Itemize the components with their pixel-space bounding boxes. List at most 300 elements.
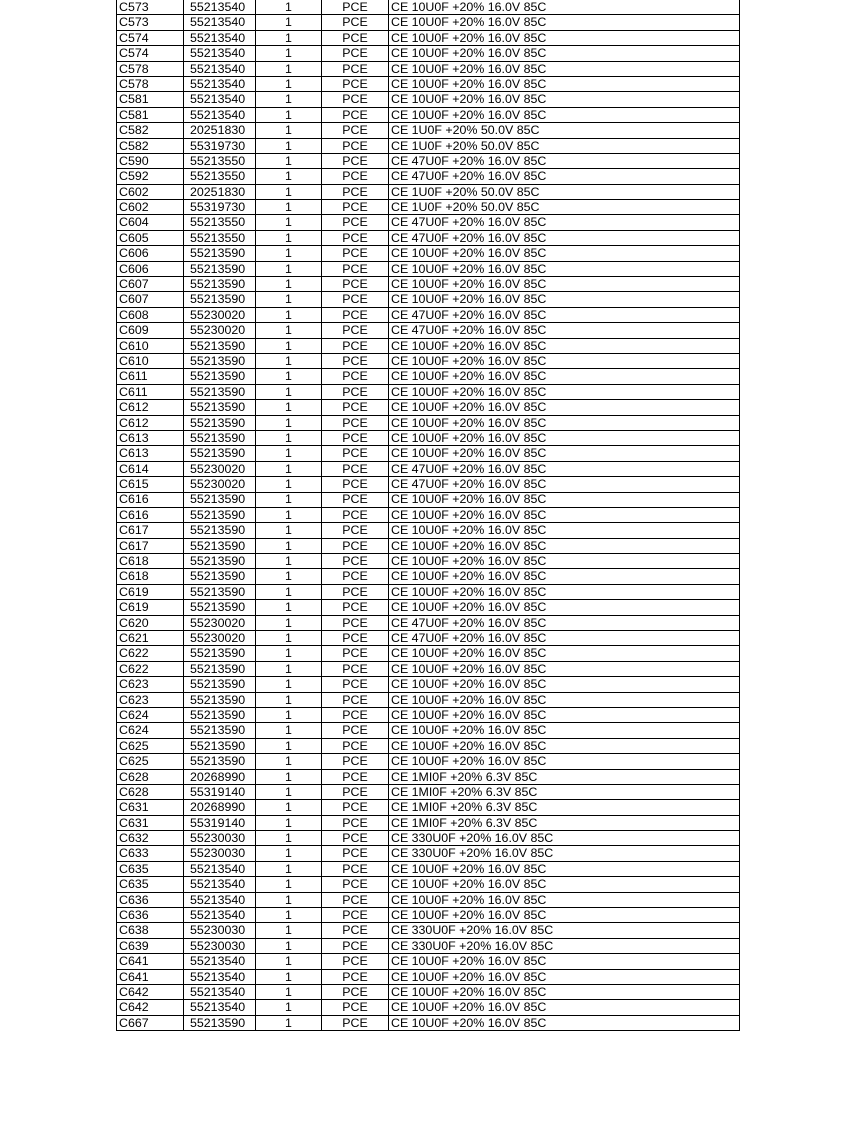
quantity-cell: 1 — [256, 246, 322, 261]
reference-cell: C628 — [117, 784, 184, 799]
unit-cell: PCE — [322, 908, 389, 923]
table-row — [117, 800, 740, 815]
part-number-cell: 55213590 — [184, 353, 256, 368]
description-cell: CE 10U0F +20% 16.0V 85C — [389, 492, 740, 507]
part-number-cell: 55213540 — [184, 892, 256, 907]
unit-cell: PCE — [322, 323, 389, 338]
part-number-cell: 55213550 — [184, 215, 256, 230]
unit-cell: PCE — [322, 877, 389, 892]
unit-cell: PCE — [322, 923, 389, 938]
reference-cell: C624 — [117, 707, 184, 722]
reference-cell: C623 — [117, 677, 184, 692]
reference-cell: C633 — [117, 846, 184, 861]
unit-cell: PCE — [322, 215, 389, 230]
part-number-cell: 55213590 — [184, 661, 256, 676]
description-cell: CE 47U0F +20% 16.0V 85C — [389, 169, 740, 184]
unit-cell: PCE — [322, 46, 389, 61]
table-row — [117, 230, 740, 245]
unit-cell: PCE — [322, 723, 389, 738]
table-row — [117, 492, 740, 507]
quantity-cell: 1 — [256, 307, 322, 322]
quantity-cell: 1 — [256, 184, 322, 199]
reference-cell: C612 — [117, 415, 184, 430]
table-row — [117, 723, 740, 738]
description-cell: CE 10U0F +20% 16.0V 85C — [389, 538, 740, 553]
unit-cell: PCE — [322, 61, 389, 76]
description-cell: CE 47U0F +20% 16.0V 85C — [389, 477, 740, 492]
quantity-cell: 1 — [256, 938, 322, 953]
reference-cell: C615 — [117, 477, 184, 492]
part-number-cell: 20251830 — [184, 184, 256, 199]
part-number-cell: 55213590 — [184, 507, 256, 522]
description-cell: CE 1MI0F +20% 6.3V 85C — [389, 769, 740, 784]
unit-cell: PCE — [322, 230, 389, 245]
table-row — [117, 415, 740, 430]
unit-cell: PCE — [322, 0, 389, 15]
unit-cell: PCE — [322, 30, 389, 45]
part-number-cell: 55213590 — [184, 1015, 256, 1030]
reference-cell: C623 — [117, 692, 184, 707]
reference-cell: C602 — [117, 200, 184, 215]
table-row — [117, 754, 740, 769]
part-number-cell: 55213590 — [184, 400, 256, 415]
reference-cell: C613 — [117, 430, 184, 445]
part-number-cell: 55230020 — [184, 461, 256, 476]
unit-cell: PCE — [322, 784, 389, 799]
description-cell: CE 10U0F +20% 16.0V 85C — [389, 584, 740, 599]
table-row — [117, 307, 740, 322]
part-number-cell: 55213550 — [184, 230, 256, 245]
part-number-cell: 55213550 — [184, 153, 256, 168]
table-row — [117, 15, 740, 30]
reference-cell: C617 — [117, 523, 184, 538]
table-row — [117, 61, 740, 76]
description-cell: CE 10U0F +20% 16.0V 85C — [389, 646, 740, 661]
quantity-cell: 1 — [256, 76, 322, 91]
reference-cell: C582 — [117, 123, 184, 138]
description-cell: CE 10U0F +20% 16.0V 85C — [389, 430, 740, 445]
table-row — [117, 107, 740, 122]
part-number-cell: 55230020 — [184, 323, 256, 338]
unit-cell: PCE — [322, 92, 389, 107]
description-cell: CE 10U0F +20% 16.0V 85C — [389, 985, 740, 1000]
unit-cell: PCE — [322, 292, 389, 307]
quantity-cell: 1 — [256, 877, 322, 892]
unit-cell: PCE — [322, 107, 389, 122]
description-cell: CE 10U0F +20% 16.0V 85C — [389, 908, 740, 923]
unit-cell: PCE — [322, 954, 389, 969]
quantity-cell: 1 — [256, 615, 322, 630]
unit-cell: PCE — [322, 600, 389, 615]
unit-cell: PCE — [322, 861, 389, 876]
part-number-cell: 55213590 — [184, 261, 256, 276]
table-row — [117, 784, 740, 799]
part-number-cell: 55213590 — [184, 677, 256, 692]
table-row — [117, 338, 740, 353]
description-cell: CE 10U0F +20% 16.0V 85C — [389, 277, 740, 292]
reference-cell: C635 — [117, 877, 184, 892]
quantity-cell: 1 — [256, 169, 322, 184]
reference-cell: C621 — [117, 631, 184, 646]
description-cell: CE 1U0F +20% 50.0V 85C — [389, 184, 740, 199]
description-cell: CE 47U0F +20% 16.0V 85C — [389, 615, 740, 630]
part-number-cell: 55213540 — [184, 107, 256, 122]
quantity-cell: 1 — [256, 892, 322, 907]
reference-cell: C573 — [117, 0, 184, 15]
description-cell: CE 47U0F +20% 16.0V 85C — [389, 230, 740, 245]
description-cell: CE 10U0F +20% 16.0V 85C — [389, 61, 740, 76]
reference-cell: C613 — [117, 446, 184, 461]
quantity-cell: 1 — [256, 200, 322, 215]
table-row — [117, 261, 740, 276]
description-cell: CE 10U0F +20% 16.0V 85C — [389, 369, 740, 384]
unit-cell: PCE — [322, 353, 389, 368]
reference-cell: C641 — [117, 954, 184, 969]
table-row — [117, 707, 740, 722]
reference-cell: C667 — [117, 1015, 184, 1030]
bom-table — [116, 0, 740, 1031]
quantity-cell: 1 — [256, 1015, 322, 1030]
unit-cell: PCE — [322, 138, 389, 153]
description-cell: CE 1MI0F +20% 6.3V 85C — [389, 784, 740, 799]
quantity-cell: 1 — [256, 230, 322, 245]
table-row — [117, 969, 740, 984]
unit-cell: PCE — [322, 400, 389, 415]
table-row — [117, 507, 740, 522]
reference-cell: C619 — [117, 584, 184, 599]
part-number-cell: 55213540 — [184, 15, 256, 30]
unit-cell: PCE — [322, 384, 389, 399]
unit-cell: PCE — [322, 184, 389, 199]
quantity-cell: 1 — [256, 107, 322, 122]
description-cell: CE 330U0F +20% 16.0V 85C — [389, 831, 740, 846]
part-number-cell: 55213590 — [184, 707, 256, 722]
quantity-cell: 1 — [256, 353, 322, 368]
reference-cell: C622 — [117, 646, 184, 661]
reference-cell: C607 — [117, 292, 184, 307]
part-number-cell: 55213540 — [184, 954, 256, 969]
quantity-cell: 1 — [256, 523, 322, 538]
unit-cell: PCE — [322, 831, 389, 846]
table-row — [117, 76, 740, 91]
description-cell: CE 10U0F +20% 16.0V 85C — [389, 246, 740, 261]
part-number-cell: 20268990 — [184, 800, 256, 815]
reference-cell: C642 — [117, 985, 184, 1000]
table-row — [117, 123, 740, 138]
table-row — [117, 0, 740, 15]
description-cell: CE 10U0F +20% 16.0V 85C — [389, 1000, 740, 1015]
description-cell: CE 10U0F +20% 16.0V 85C — [389, 661, 740, 676]
table-row — [117, 584, 740, 599]
quantity-cell: 1 — [256, 138, 322, 153]
table-row — [117, 384, 740, 399]
unit-cell: PCE — [322, 985, 389, 1000]
part-number-cell: 55213550 — [184, 169, 256, 184]
description-cell: CE 47U0F +20% 16.0V 85C — [389, 307, 740, 322]
description-cell: CE 1U0F +20% 50.0V 85C — [389, 200, 740, 215]
table-row — [117, 738, 740, 753]
description-cell: CE 10U0F +20% 16.0V 85C — [389, 523, 740, 538]
table-row — [117, 938, 740, 953]
reference-cell: C624 — [117, 723, 184, 738]
reference-cell: C642 — [117, 1000, 184, 1015]
quantity-cell: 1 — [256, 600, 322, 615]
table-row — [117, 538, 740, 553]
quantity-cell: 1 — [256, 538, 322, 553]
reference-cell: C602 — [117, 184, 184, 199]
quantity-cell: 1 — [256, 92, 322, 107]
reference-cell: C574 — [117, 46, 184, 61]
reference-cell: C625 — [117, 754, 184, 769]
description-cell: CE 1U0F +20% 50.0V 85C — [389, 123, 740, 138]
part-number-cell: 55213590 — [184, 277, 256, 292]
part-number-cell: 55230020 — [184, 477, 256, 492]
reference-cell: C635 — [117, 861, 184, 876]
quantity-cell: 1 — [256, 569, 322, 584]
description-cell: CE 10U0F +20% 16.0V 85C — [389, 92, 740, 107]
quantity-cell: 1 — [256, 215, 322, 230]
quantity-cell: 1 — [256, 277, 322, 292]
reference-cell: C578 — [117, 76, 184, 91]
part-number-cell: 55213540 — [184, 92, 256, 107]
table-row — [117, 138, 740, 153]
reference-cell: C617 — [117, 538, 184, 553]
table-row — [117, 615, 740, 630]
quantity-cell: 1 — [256, 831, 322, 846]
reference-cell: C611 — [117, 369, 184, 384]
description-cell: CE 10U0F +20% 16.0V 85C — [389, 261, 740, 276]
description-cell: CE 10U0F +20% 16.0V 85C — [389, 969, 740, 984]
part-number-cell: 55230020 — [184, 615, 256, 630]
description-cell: CE 10U0F +20% 16.0V 85C — [389, 338, 740, 353]
table-row — [117, 646, 740, 661]
description-cell: CE 10U0F +20% 16.0V 85C — [389, 107, 740, 122]
quantity-cell: 1 — [256, 338, 322, 353]
reference-cell: C610 — [117, 353, 184, 368]
table-row — [117, 892, 740, 907]
description-cell: CE 10U0F +20% 16.0V 85C — [389, 1015, 740, 1030]
description-cell: CE 1MI0F +20% 6.3V 85C — [389, 815, 740, 830]
description-cell: CE 10U0F +20% 16.0V 85C — [389, 0, 740, 15]
quantity-cell: 1 — [256, 261, 322, 276]
unit-cell: PCE — [322, 692, 389, 707]
description-cell: CE 10U0F +20% 16.0V 85C — [389, 692, 740, 707]
table-row — [117, 277, 740, 292]
part-number-cell: 55213540 — [184, 1000, 256, 1015]
part-number-cell: 55213590 — [184, 538, 256, 553]
quantity-cell: 1 — [256, 323, 322, 338]
description-cell: CE 330U0F +20% 16.0V 85C — [389, 923, 740, 938]
table-row — [117, 169, 740, 184]
table-row — [117, 153, 740, 168]
table-row — [117, 846, 740, 861]
part-number-cell: 55213540 — [184, 0, 256, 15]
quantity-cell: 1 — [256, 461, 322, 476]
description-cell: CE 47U0F +20% 16.0V 85C — [389, 153, 740, 168]
part-number-cell: 55213590 — [184, 692, 256, 707]
description-cell: CE 10U0F +20% 16.0V 85C — [389, 400, 740, 415]
quantity-cell: 1 — [256, 631, 322, 646]
part-number-cell: 55230030 — [184, 938, 256, 953]
part-number-cell: 55230030 — [184, 923, 256, 938]
quantity-cell: 1 — [256, 692, 322, 707]
description-cell: CE 47U0F +20% 16.0V 85C — [389, 461, 740, 476]
part-number-cell: 55213590 — [184, 446, 256, 461]
quantity-cell: 1 — [256, 0, 322, 15]
description-cell: CE 10U0F +20% 16.0V 85C — [389, 707, 740, 722]
description-cell: CE 10U0F +20% 16.0V 85C — [389, 15, 740, 30]
table-row — [117, 831, 740, 846]
unit-cell: PCE — [322, 15, 389, 30]
table-row — [117, 215, 740, 230]
description-cell: CE 10U0F +20% 16.0V 85C — [389, 507, 740, 522]
table-row — [117, 477, 740, 492]
quantity-cell: 1 — [256, 292, 322, 307]
part-number-cell: 55213590 — [184, 754, 256, 769]
part-number-cell: 55213590 — [184, 369, 256, 384]
table-row — [117, 954, 740, 969]
quantity-cell: 1 — [256, 707, 322, 722]
unit-cell: PCE — [322, 815, 389, 830]
reference-cell: C582 — [117, 138, 184, 153]
reference-cell: C606 — [117, 261, 184, 276]
unit-cell: PCE — [322, 969, 389, 984]
quantity-cell: 1 — [256, 784, 322, 799]
table-row — [117, 523, 740, 538]
part-number-cell: 55213590 — [184, 738, 256, 753]
description-cell: CE 1MI0F +20% 6.3V 85C — [389, 800, 740, 815]
reference-cell: C618 — [117, 554, 184, 569]
unit-cell: PCE — [322, 846, 389, 861]
table-row — [117, 1015, 740, 1030]
part-number-cell: 55319730 — [184, 200, 256, 215]
unit-cell: PCE — [322, 415, 389, 430]
table-row — [117, 323, 740, 338]
quantity-cell: 1 — [256, 384, 322, 399]
reference-cell: C604 — [117, 215, 184, 230]
quantity-cell: 1 — [256, 738, 322, 753]
description-cell: CE 10U0F +20% 16.0V 85C — [389, 723, 740, 738]
table-row — [117, 815, 740, 830]
description-cell: CE 10U0F +20% 16.0V 85C — [389, 292, 740, 307]
part-number-cell: 55213540 — [184, 877, 256, 892]
description-cell: CE 10U0F +20% 16.0V 85C — [389, 861, 740, 876]
unit-cell: PCE — [322, 631, 389, 646]
reference-cell: C609 — [117, 323, 184, 338]
quantity-cell: 1 — [256, 507, 322, 522]
reference-cell: C610 — [117, 338, 184, 353]
description-cell: CE 10U0F +20% 16.0V 85C — [389, 76, 740, 91]
unit-cell: PCE — [322, 538, 389, 553]
quantity-cell: 1 — [256, 153, 322, 168]
unit-cell: PCE — [322, 769, 389, 784]
unit-cell: PCE — [322, 338, 389, 353]
part-number-cell: 55213590 — [184, 723, 256, 738]
reference-cell: C573 — [117, 15, 184, 30]
reference-cell: C641 — [117, 969, 184, 984]
part-number-cell: 55213540 — [184, 969, 256, 984]
part-number-cell: 55213590 — [184, 554, 256, 569]
part-number-cell: 55213540 — [184, 61, 256, 76]
unit-cell: PCE — [322, 1000, 389, 1015]
reference-cell: C631 — [117, 815, 184, 830]
reference-cell: C581 — [117, 107, 184, 122]
table-row — [117, 769, 740, 784]
description-cell: CE 10U0F +20% 16.0V 85C — [389, 892, 740, 907]
reference-cell: C618 — [117, 569, 184, 584]
quantity-cell: 1 — [256, 400, 322, 415]
reference-cell: C628 — [117, 769, 184, 784]
reference-cell: C631 — [117, 800, 184, 815]
description-cell: CE 10U0F +20% 16.0V 85C — [389, 353, 740, 368]
table-row — [117, 692, 740, 707]
reference-cell: C574 — [117, 30, 184, 45]
part-number-cell: 55319730 — [184, 138, 256, 153]
part-number-cell: 55213590 — [184, 584, 256, 599]
part-number-cell: 55319140 — [184, 784, 256, 799]
quantity-cell: 1 — [256, 846, 322, 861]
unit-cell: PCE — [322, 569, 389, 584]
reference-cell: C590 — [117, 153, 184, 168]
table-row — [117, 400, 740, 415]
reference-cell: C607 — [117, 277, 184, 292]
quantity-cell: 1 — [256, 969, 322, 984]
unit-cell: PCE — [322, 277, 389, 292]
reference-cell: C638 — [117, 923, 184, 938]
quantity-cell: 1 — [256, 369, 322, 384]
description-cell: CE 10U0F +20% 16.0V 85C — [389, 554, 740, 569]
table-row — [117, 554, 740, 569]
reference-cell: C622 — [117, 661, 184, 676]
reference-cell: C614 — [117, 461, 184, 476]
table-row — [117, 353, 740, 368]
table-row — [117, 46, 740, 61]
part-number-cell: 55213590 — [184, 338, 256, 353]
table-row — [117, 446, 740, 461]
table-row — [117, 184, 740, 199]
description-cell: CE 10U0F +20% 16.0V 85C — [389, 677, 740, 692]
part-number-cell: 55213590 — [184, 523, 256, 538]
part-number-cell: 55213590 — [184, 492, 256, 507]
unit-cell: PCE — [322, 200, 389, 215]
unit-cell: PCE — [322, 738, 389, 753]
table-row — [117, 631, 740, 646]
part-number-cell: 55230020 — [184, 307, 256, 322]
quantity-cell: 1 — [256, 677, 322, 692]
reference-cell: C578 — [117, 61, 184, 76]
table-row — [117, 430, 740, 445]
reference-cell: C636 — [117, 908, 184, 923]
table-row — [117, 246, 740, 261]
reference-cell: C612 — [117, 400, 184, 415]
description-cell: CE 10U0F +20% 16.0V 85C — [389, 415, 740, 430]
description-cell: CE 330U0F +20% 16.0V 85C — [389, 938, 740, 953]
table-row — [117, 461, 740, 476]
part-number-cell: 55213590 — [184, 430, 256, 445]
quantity-cell: 1 — [256, 477, 322, 492]
quantity-cell: 1 — [256, 723, 322, 738]
unit-cell: PCE — [322, 523, 389, 538]
quantity-cell: 1 — [256, 954, 322, 969]
quantity-cell: 1 — [256, 769, 322, 784]
table-row — [117, 861, 740, 876]
unit-cell: PCE — [322, 892, 389, 907]
quantity-cell: 1 — [256, 123, 322, 138]
unit-cell: PCE — [322, 307, 389, 322]
quantity-cell: 1 — [256, 661, 322, 676]
unit-cell: PCE — [322, 369, 389, 384]
part-number-cell: 55213540 — [184, 861, 256, 876]
